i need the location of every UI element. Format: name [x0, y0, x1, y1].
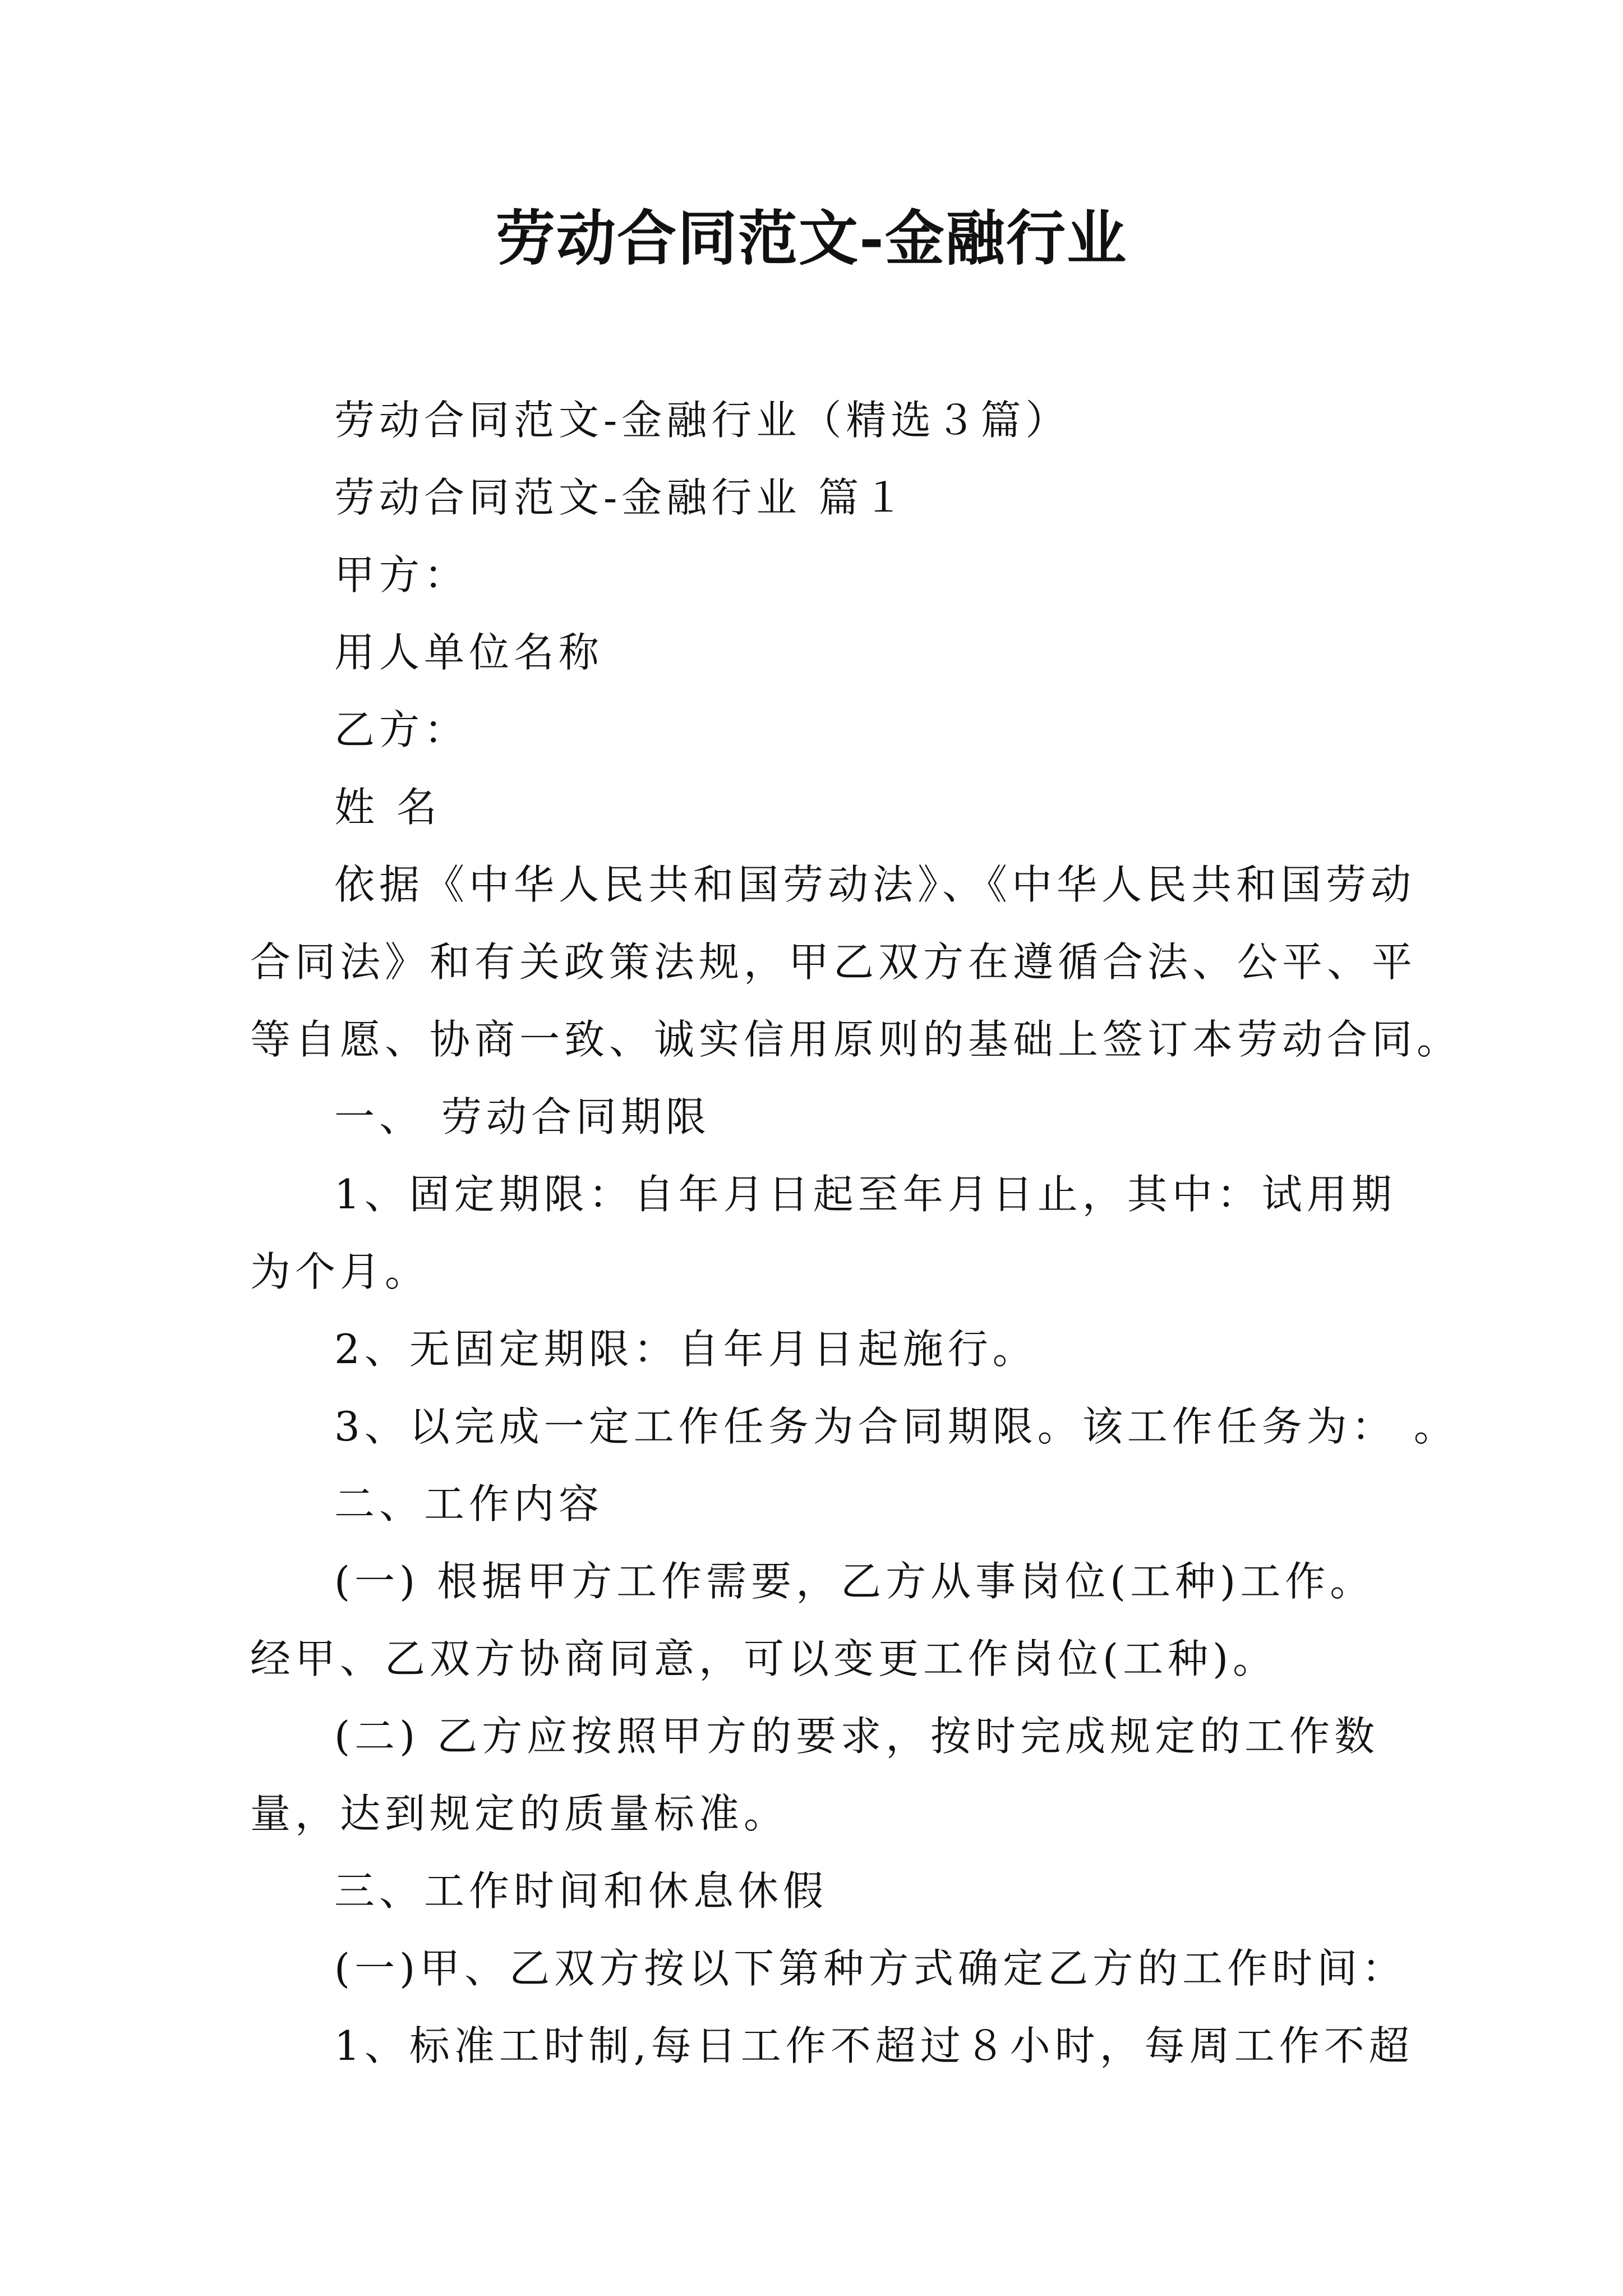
paragraph-line: 1、固定期限：自年月日起至年月日止，其中：试用期: [334, 1171, 1396, 1218]
section-heading: 三、工作时间和休息休假: [334, 1867, 828, 1915]
paragraph-line: 甲方：: [334, 551, 469, 599]
paragraph-line: (二) 乙方应按照甲方的要求，按时完成规定的工作数: [334, 1713, 1380, 1760]
paragraph-line: 2、无固定期限：自年月日起施行。: [334, 1326, 1038, 1373]
paragraph-line: (一) 根据甲方工作需要，乙方从事岗位(工种)工作。: [334, 1558, 1375, 1605]
paragraph-line: 乙方：: [334, 706, 469, 753]
section-heading: 二、工作内容: [334, 1480, 604, 1527]
paragraph-line: 经甲、乙双方协商同意，可以变更工作岗位(工种)。: [250, 1635, 1278, 1682]
paragraph-line: 用人单位名称: [334, 629, 604, 676]
paragraph-line: 1、标准工时制,每日工作不超过８小时，每周工作不超: [334, 2022, 1414, 2069]
paragraph-line: (一)甲、乙双方按以下第种方式确定乙方的工作时间：: [334, 1945, 1407, 1992]
paragraph-line: 依据《中华人民共和国劳动法》、《中华人民共和国劳动: [334, 861, 1416, 908]
document-title: 劳动合同范文-金融行业: [496, 203, 1127, 273]
paragraph-line: 3、以完成一定工作任务为合同期限。该工作任务为： 。: [334, 1403, 1459, 1450]
paragraph-line: 为个月。: [250, 1248, 430, 1295]
paragraph-line: 姓 名: [334, 784, 441, 831]
paragraph-line: 等自愿、协商一致、诚实信用原则的基础上签订本劳动合同。: [250, 1016, 1462, 1063]
paragraph-line: 劳动合同范文-金融行业（精选３篇）: [334, 397, 1071, 444]
section-heading: 一、 劳动合同期限: [334, 1093, 711, 1140]
paragraph-line: 量，达到规定的质量标准。: [250, 1790, 789, 1837]
paragraph-line: 劳动合同范文-金融行业 篇１: [334, 474, 909, 521]
paragraph-line: 合同法》和有关政策法规，甲乙双方在遵循合法、公平、平: [250, 938, 1417, 986]
document-body: [250, 381, 1462, 2085]
